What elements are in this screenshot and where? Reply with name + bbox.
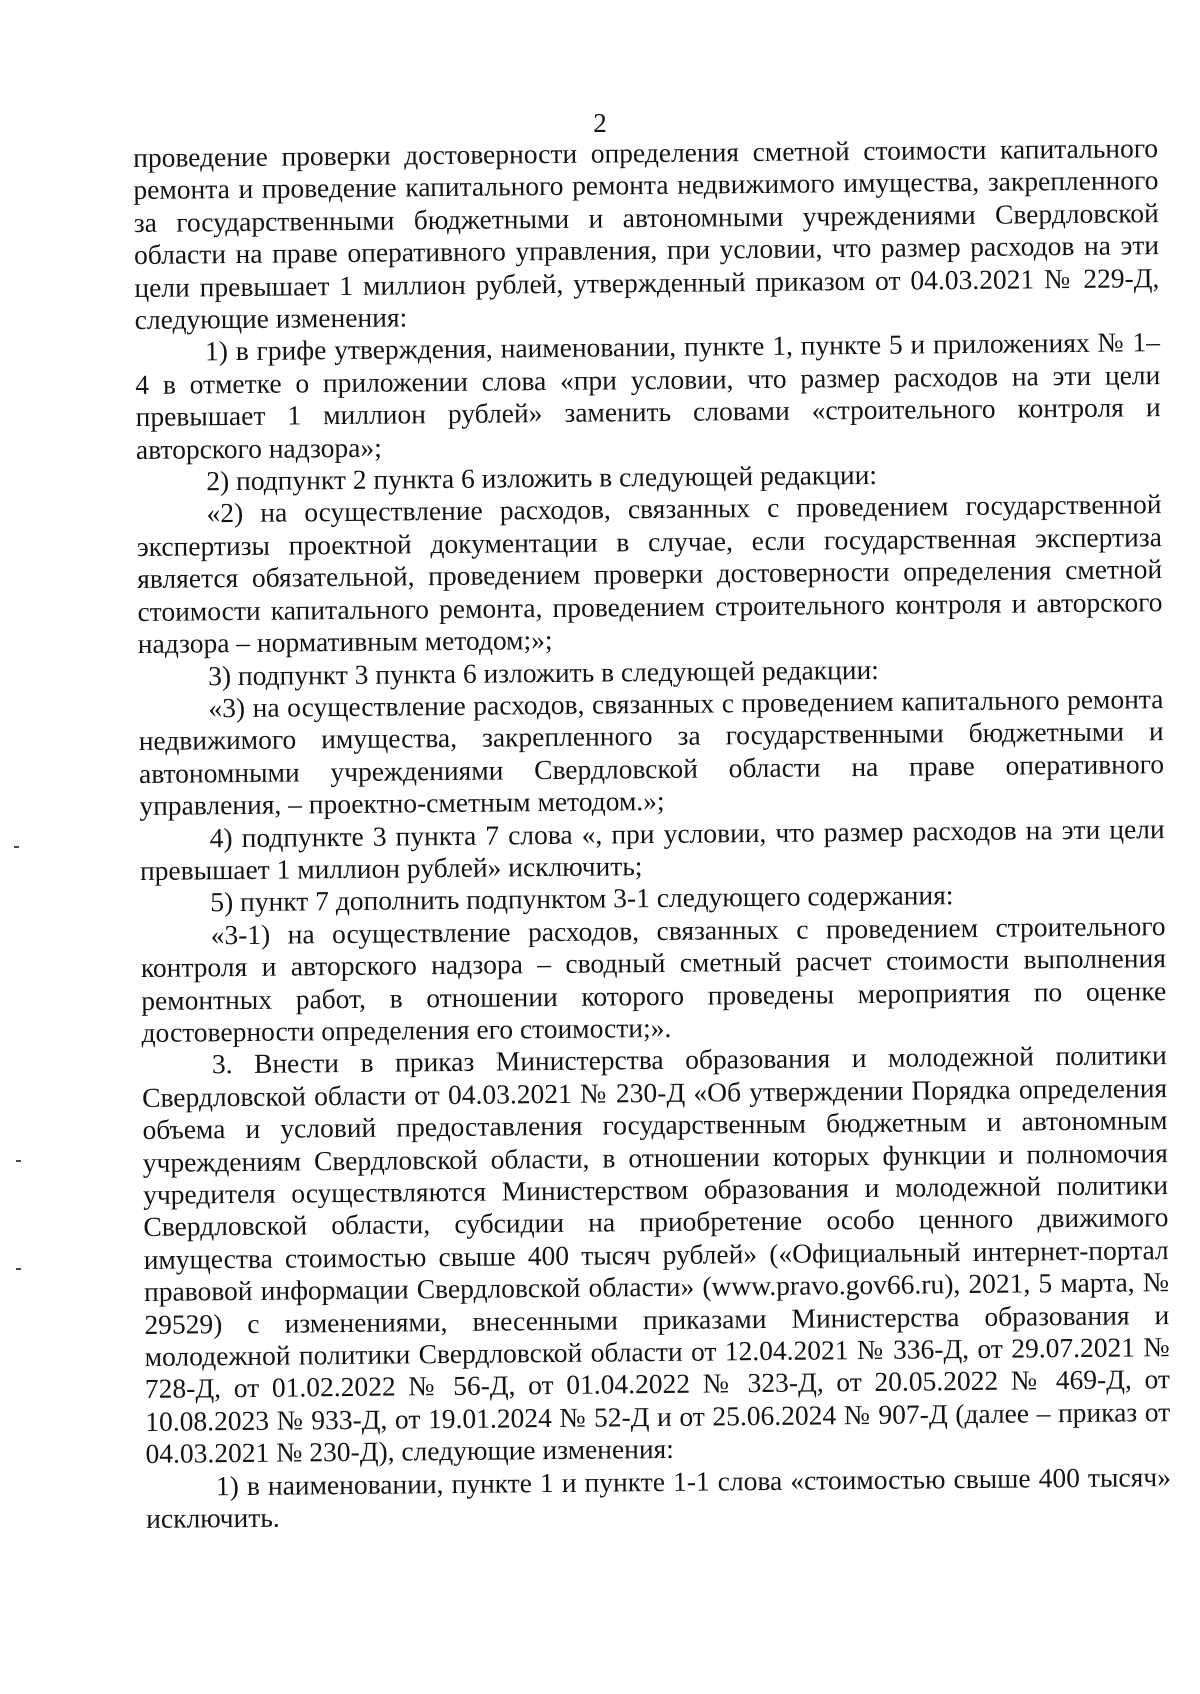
paragraph-item-5: 5) пункт 7 дополнить подпунктом 3-1 следующего содержания: [210, 879, 954, 918]
paragraph-quote-3: «3) на осуществление расходов, связанных с проведением капитального ремонта недвижимого имущества, закрепленного за государственными бюджетными и автономными учреждениями Свердловской области на праве оперативного управления, – проектно-сметным методом.»; [138, 683, 1165, 822]
paragraph-continuation: проведение проверки достоверности определения сметной стоимости капитального ремонта и проведение капитального ремонта недвижимого имущества, закрепленного за государственными бюджетными и автономными учреждениями Свердловской области на праве оперативного управления, при условии, что размер расходов на эти цели превышает 1 миллион рублей, утвержденный приказом от 04.03.2021 № 229-Д, следующие изменения: [133, 132, 1160, 336]
paragraph-quote-2: «2) на осуществление расходов, связанных с проведением государственной экспертизы проектной документации в случае, если государственная экспертиза является обязательной, проведением проверки достоверности определения сметной стоимости капитального ремонта, проведением строительного контроля и авторского надзора – нормативным методом;»; [136, 488, 1163, 660]
paragraph-item-1: 1) в грифе утверждения, наименовании, пункте 1, пункте 5 и приложениях № 1–4 в отметке о приложении слова «при условии, что размер расходов на эти цели превышает 1 миллион рублей» заменить словами «строительного контроля и авторского надзора»; [135, 326, 1161, 465]
paragraph-item-3: 3) подпункт 3 пункта 6 изложить в следующей редакции: [207, 653, 879, 691]
paragraph-section-3-item-1: 1) в наименовании, пункте 1 и пункте 1-1 слова «стоимостью свыше 400 тысяч» исключить. [146, 1460, 1172, 1534]
paragraph-item-2: 2) подпункт 2 пункта 6 изложить в следующей редакции: [206, 458, 878, 497]
scan-speck [14, 846, 19, 848]
scan-speck [16, 1268, 21, 1270]
scan-speck [16, 1160, 21, 1162]
page-number: 2 [593, 108, 607, 138]
paragraph-section-3: 3. Внести в приказ Министерства образования и молодежной политики Свердловской области от 04.03.2021 № 230-Д «Об утверждении Порядка определения объема и условий предоставления государственным бюджетным и автономным учреждениям Свердловской области, в отношении которых функции и полномочия учредителя осуществляются Министерством образования и молодежной политики Свердловской области, субсидии на приобретение особо ценного движимого имущества стоимостью свыше 400 тысяч рублей» («Официальный интернет-портал правовой информации Свердловской области» (www.pravo.gov66.ru), 2021, 5 марта, № 29529) с изменениями, внесенными приказами Министерства образования и молодежной политики Свердловской области от 12.04.2021 № 336-Д, от 29.07.2021 № 728-Д, от 01.02.2022 № 56-Д, от 01.04.2022 № 323-Д, от 20.05.2022 № 469-Д, от 10.08.2023 № 933-Д, от 19.01.2024 № 52-Д и от 25.06.2024 № 907-Д (далее – приказ от 04.03.2021 № 230-Д), следующие изменения: [142, 1039, 1171, 1470]
paragraph-quote-3-1: «3-1) на осуществление расходов, связанных с проведением строительного контроля и авторского надзора – сводный сметный расчет стоимости выполнения ремонтных работ, в отношении которого проведены мероприятия по оценке достоверности определения его стоимости;». [140, 909, 1167, 1048]
document-body [133, 132, 1171, 1535]
paragraph-item-4: 4) подпункте 3 пункта 7 слова «, при условии, что размер расходов на эти цели превышает 1 миллион рублей» исключить; [139, 812, 1165, 886]
